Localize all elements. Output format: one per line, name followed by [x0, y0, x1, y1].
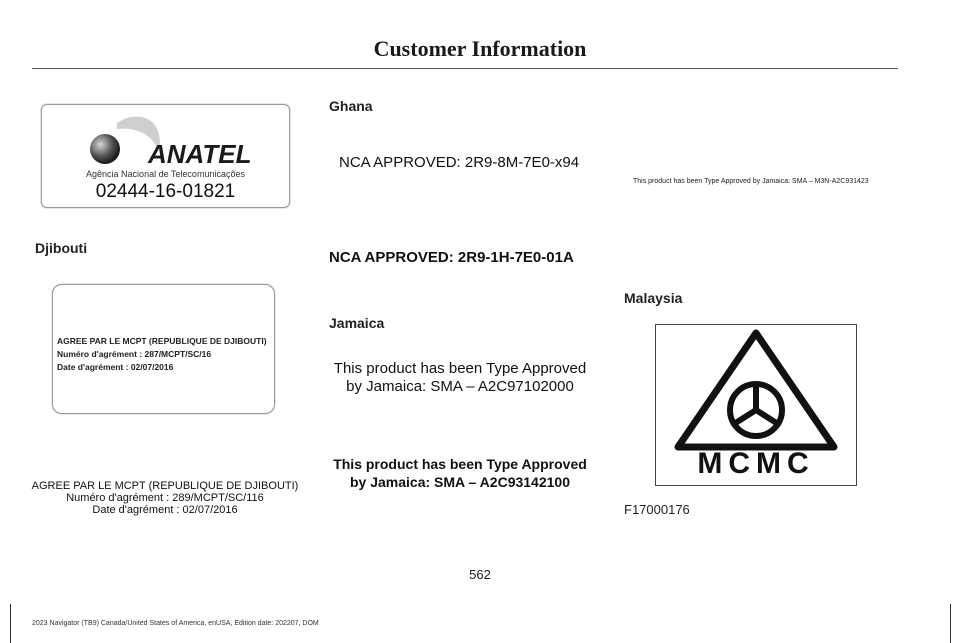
- mcmc-logo-box: [655, 324, 857, 486]
- mcmc-logo-text: MCMC: [697, 447, 815, 480]
- djibouti-box-line: Numéro d'agrément : 287/MCPT/SC/16: [57, 349, 212, 359]
- djibouti-text-line: AGREE PAR LE MCPT (REPUBLIQUE DE DJIBOUTI): [31, 480, 299, 492]
- mcmc-emblem-icon: [656, 325, 856, 455]
- djibouti-box-line: AGREE PAR LE MCPT (REPUBLIQUE DE DJIBOUTI): [57, 336, 267, 346]
- jamaica-heading: Jamaica: [329, 315, 385, 331]
- djibouti-box-line: Date d'agrément : 02/07/2016: [57, 362, 174, 372]
- djibouti-text-line: Date d'agrément : 02/07/2016: [92, 504, 238, 516]
- page-title: Customer Information: [373, 36, 587, 61]
- djibouti-text-line: Numéro d'agrément : 289/MCPT/SC/116: [66, 492, 264, 504]
- page-number: 562: [469, 567, 491, 582]
- header-divider: [32, 68, 898, 69]
- jamaica-label-1-line: This product has been Type Approved: [333, 360, 587, 377]
- ghana-label-2: NCA APPROVED: 2R9-1H-7E0-01A: [329, 249, 574, 266]
- djibouti-heading: Djibouti: [35, 240, 88, 256]
- footer-left-mark: [10, 604, 11, 643]
- djibouti-label-box: [52, 284, 275, 414]
- anatel-agency: Agência Nacional de Telecomunicações: [86, 169, 245, 179]
- ghana-label-1: NCA APPROVED: 2R9-8M-7E0-x94: [339, 154, 580, 171]
- jamaica-label-2-line: This product has been Type Approved: [333, 456, 587, 472]
- footer-right-mark: [950, 604, 951, 643]
- jamaica-label-2-line: by Jamaica: SMA – A2C93142100: [350, 474, 570, 490]
- anatel-number: 02444-16-01821: [95, 181, 236, 202]
- anatel-brand: ANATEL: [148, 139, 252, 169]
- malaysia-figure-id: F17000176: [624, 502, 690, 517]
- jamaica-label-1-line: by Jamaica: SMA – A2C97102000: [346, 378, 574, 395]
- ghana-heading: Ghana: [329, 98, 373, 114]
- anatel-label: [41, 104, 290, 208]
- edition-info: 2023 Navigator (TB9) Canada/United States of America, enUSA, Edition date: 202207, DOM: [32, 620, 319, 627]
- jamaica-small-label: This product has been Type Approved by Jamaica: SMA – M3N-A2C931423: [633, 178, 869, 185]
- malaysia-heading: Malaysia: [624, 290, 683, 306]
